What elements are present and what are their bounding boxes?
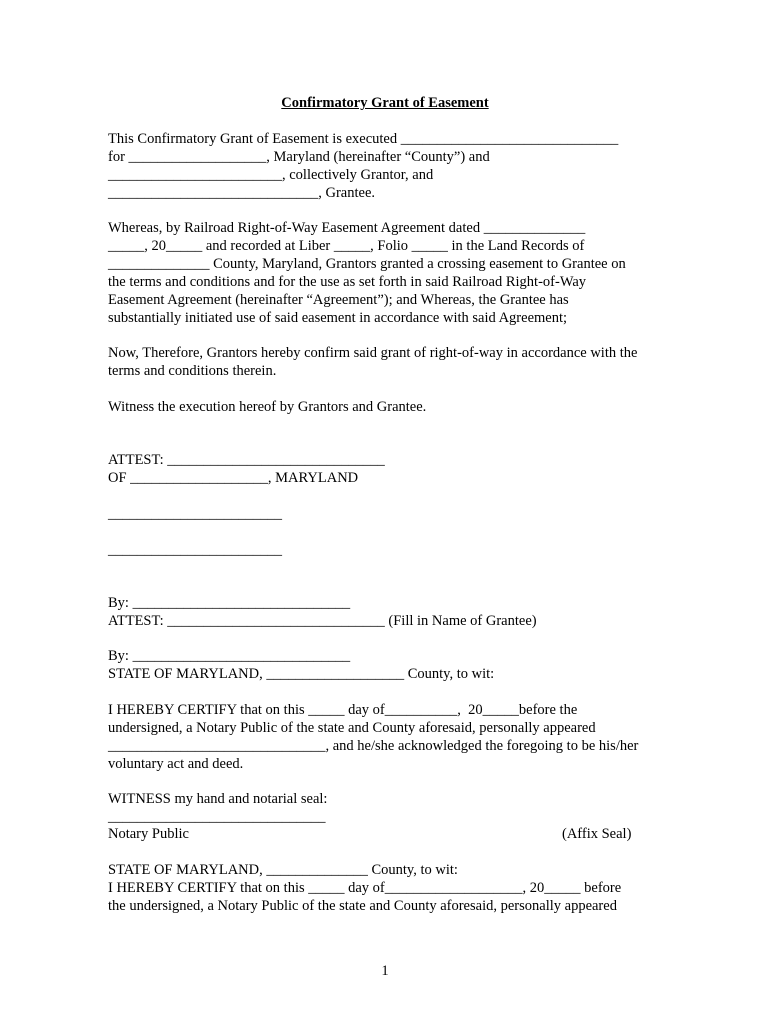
- certify-line-2: undersigned, a Notary Public of the state and County aforesaid, personally appeared: [108, 720, 596, 736]
- whereas-line-3: ______________ County, Maryland, Grantors granted a crossing easement to Grantee on: [108, 256, 626, 272]
- state-county-line-2: STATE OF MARYLAND, ______________ County, to wit:: [108, 862, 458, 878]
- whereas-line-5: Easement Agreement (hereinafter “Agreement”); and Whereas, the Grantee has: [108, 292, 569, 308]
- intro-line-3: ________________________, collectively Grantor, and: [108, 167, 434, 183]
- therefore-line-1: Now, Therefore, Grantors hereby confirm said grant of right-of-way in accordance with the: [108, 345, 638, 361]
- attest-line: ATTEST: ______________________________: [108, 452, 385, 468]
- certify-line-6: the undersigned, a Notary Public of the state and County aforesaid, personally appeared: [108, 898, 617, 914]
- signature-blank-1: ________________________: [108, 506, 282, 522]
- intro-line-4: _____________________________, Grantee.: [108, 185, 376, 201]
- of-maryland-line: OF ___________________, MARYLAND: [108, 470, 359, 486]
- whereas-line-2: _____, 20_____ and recorded at Liber _____, Folio _____ in the Land Records of: [108, 238, 585, 254]
- notary-signature-blank: ______________________________: [108, 809, 326, 825]
- intro-line-2: for ___________________, Maryland (hereinafter “County”) and: [108, 149, 490, 165]
- certify-line-4: voluntary act and deed.: [108, 756, 244, 772]
- therefore-line-2: terms and conditions therein.: [108, 363, 277, 379]
- notary-public-label: Notary Public: [108, 826, 189, 842]
- witness-line: Witness the execution hereof by Grantors and Grantee.: [108, 399, 427, 415]
- attest-grantee-line: ATTEST: ______________________________ (Fill in Name of Grantee): [108, 613, 537, 629]
- affix-seal-label: (Affix Seal): [562, 826, 632, 842]
- certify-line-3: ______________________________, and he/she acknowledged the foregoing to be his/her: [108, 738, 639, 754]
- state-county-line-1: STATE OF MARYLAND, ___________________ County, to wit:: [108, 666, 495, 682]
- whereas-line-6: substantially initiated use of said easement in accordance with said Agreement;: [108, 310, 568, 326]
- by-line-1: By: ______________________________: [108, 595, 351, 611]
- document-title: Confirmatory Grant of Easement: [281, 95, 489, 111]
- whereas-line-1: Whereas, by Railroad Right-of-Way Easement Agreement dated ______________: [108, 220, 586, 236]
- whereas-line-4: the terms and conditions and for the use as set forth in said Railroad Right-of-Way: [108, 274, 587, 290]
- page-number: 1: [381, 963, 389, 979]
- by-line-2: By: ______________________________: [108, 648, 351, 664]
- witness-seal-line: WITNESS my hand and notarial seal:: [108, 791, 328, 807]
- certify-line-5: I HEREBY CERTIFY that on this _____ day of___________________, 20_____ before: [108, 880, 622, 896]
- intro-line-1: This Confirmatory Grant of Easement is executed ______________________________: [108, 131, 619, 147]
- signature-blank-2: ________________________: [108, 542, 282, 558]
- certify-line-1: I HEREBY CERTIFY that on this _____ day of__________, 20_____before the: [108, 702, 578, 718]
